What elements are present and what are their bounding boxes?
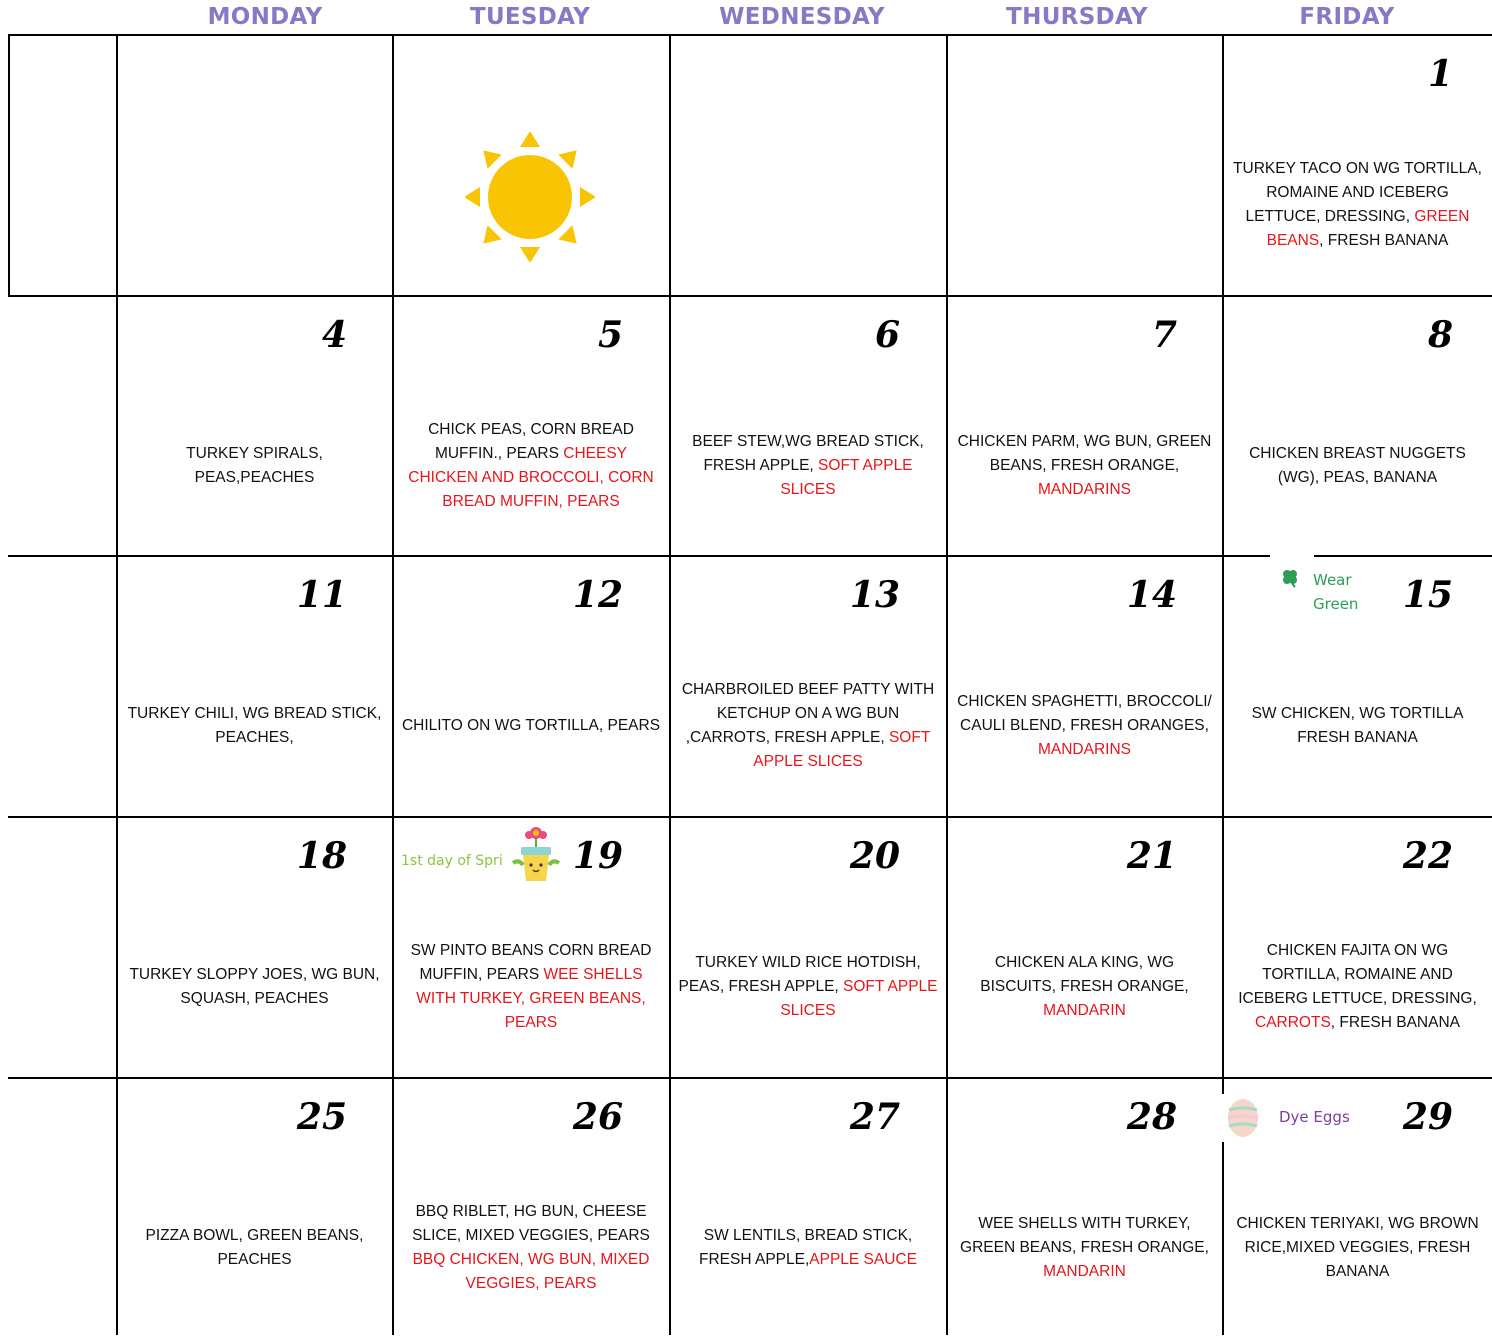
day-number: 4	[321, 314, 347, 356]
calendar-day-cell	[117, 1078, 392, 1338]
main-menu-text: CHILITO ON WG TORTILLA, PEARS	[401, 717, 661, 734]
menu-text	[125, 1224, 384, 1272]
menu-text	[1231, 702, 1484, 750]
calendar-day-cell	[117, 556, 392, 816]
alternate-menu-text: BBQ CHICKEN, WG BUN, MIXED VEGGIES, PEARS	[412, 1251, 650, 1292]
alternate-menu-text: MANDARIN	[1043, 1002, 1126, 1019]
menu-text	[125, 963, 384, 1011]
alternate-menu-text: APPLE SAUCE	[809, 1251, 917, 1268]
calendar-day-cell	[670, 1078, 946, 1338]
calendar-day-cell	[947, 35, 1222, 295]
alternate-menu-text: GREEN BEANS	[1266, 208, 1470, 249]
day-number: 22	[1402, 835, 1453, 877]
day-number: 1	[1427, 53, 1453, 95]
main-menu-text: WEE SHELLS WITH TURKEY, GREEN BEANS, FRESH ORANGE,	[960, 1215, 1209, 1256]
menu-text	[955, 430, 1214, 502]
alternate-menu-text: SOFT APPLE SLICES	[780, 978, 938, 1019]
day-number: 13	[849, 574, 900, 616]
calendar-day-cell	[1223, 817, 1492, 1077]
main-menu-text: , FRESH BANANA	[1319, 232, 1449, 249]
day-number: 29	[1402, 1096, 1453, 1138]
main-menu-text: SW PINTO BEANS CORN BREAD MUFFIN, PEARS	[410, 942, 652, 983]
calendar-day-cell	[1223, 296, 1492, 556]
menu-text	[125, 702, 384, 750]
calendar-day-cell	[670, 556, 946, 816]
menu-text	[401, 714, 661, 738]
day-number: 19	[572, 835, 623, 877]
event-note	[1269, 568, 1359, 616]
event-note-text: Wear Green	[1313, 571, 1359, 613]
calendar-day-cell	[393, 556, 669, 816]
alternate-menu-text: MANDARIN	[1043, 1263, 1126, 1280]
main-menu-text: CHICKEN SPAGHETTI, BROCCOLI/ CAULI BLEND, FRESH ORANGES,	[957, 693, 1212, 734]
menu-text	[678, 430, 938, 502]
day-number: 6	[874, 314, 900, 356]
header-tuesday: TUESDAY	[469, 4, 591, 30]
line-gap	[1270, 553, 1314, 559]
alternate-menu-text: CHEESY CHICKEN AND BROCCOLI, CORN BREAD MUFFIN, PEARS	[408, 445, 654, 510]
day-number: 5	[597, 314, 623, 356]
clover-icon	[1281, 568, 1299, 595]
main-menu-text: SW LENTILS, BREAD STICK, FRESH APPLE,	[699, 1227, 913, 1268]
alternate-menu-text: CARROTS	[1255, 1014, 1331, 1031]
calendar-day-cell	[117, 296, 392, 556]
calendar-day-cell	[393, 817, 669, 1077]
main-menu-text: TURKEY CHILI, WG BREAD STICK, PEACHES,	[127, 705, 382, 746]
day-number: 18	[296, 835, 347, 877]
menu-text	[401, 939, 661, 1035]
menu-text	[1231, 157, 1484, 253]
menu-text	[678, 1224, 938, 1272]
main-menu-text: TURKEY WILD RICE HOTDISH, PEAS, FRESH APPLE,	[678, 954, 921, 995]
calendar-day-cell	[393, 35, 669, 295]
sun-icon	[465, 132, 595, 267]
day-number: 20	[849, 835, 900, 877]
main-menu-text: CHARBROILED BEEF PATTY WITH KETCHUP ON A WG BUN ,CARROTS, FRESH APPLE,	[681, 681, 935, 746]
calendar-day-cell	[1223, 1078, 1492, 1338]
main-menu-text: CHICK PEAS, CORN BREAD MUFFIN., PEARS	[428, 421, 634, 462]
alternate-menu-text: WEE SHELLS WITH TURKEY, GREEN BEANS, PEARS	[416, 966, 646, 1031]
flower-pot-icon	[509, 823, 563, 889]
menu-text	[955, 690, 1214, 762]
calendar-day-cell	[670, 296, 946, 556]
day-number: 8	[1427, 314, 1453, 356]
event-note	[1219, 1094, 1350, 1142]
calendar-day-cell	[1223, 556, 1492, 816]
menu-text	[1231, 442, 1484, 490]
day-number: 26	[572, 1096, 623, 1138]
menu-text	[1231, 1212, 1484, 1284]
calendar-day-cell	[947, 817, 1222, 1077]
calendar-day-cell	[670, 817, 946, 1077]
day-number: 11	[296, 574, 347, 616]
day-number: 28	[1126, 1096, 1177, 1138]
day-number: 14	[1126, 574, 1177, 616]
calendar-day-cell	[117, 35, 392, 295]
main-menu-text: , FRESH BANANA	[1330, 1014, 1460, 1031]
calendar-day-cell	[947, 1078, 1222, 1338]
main-menu-text: TURKEY SPIRALS, PEAS,PEACHES	[186, 445, 323, 486]
main-menu-text: CHICKEN BREAST NUGGETS (WG), PEAS, BANANA	[1249, 445, 1466, 486]
main-menu-text: CHICKEN TERIYAKI, WG BROWN RICE,MIXED VEGGIES, FRESH BANANA	[1236, 1215, 1479, 1280]
main-menu-text: CHICKEN PARM, WG BUN, GREEN BEANS, FRESH ORANGE,	[957, 433, 1212, 474]
menu-text	[678, 678, 938, 774]
menu-text	[678, 951, 938, 1023]
header-wednesday: WEDNESDAY	[719, 4, 885, 30]
alternate-menu-text: MANDARINS	[1037, 481, 1131, 498]
menu-text	[955, 951, 1214, 1023]
header-monday: MONDAY	[207, 4, 323, 30]
event-note-text: Dye Eggs	[1279, 1108, 1350, 1126]
main-menu-text: CHICKEN FAJITA ON WG TORTILLA, ROMAINE AND ICEBERG LETTUCE, DRESSING,	[1238, 942, 1477, 1007]
day-number: 15	[1402, 574, 1453, 616]
day-number: 21	[1126, 835, 1177, 877]
day-number: 7	[1151, 314, 1177, 356]
menu-text	[955, 1212, 1214, 1284]
alternate-menu-text: SOFT APPLE SLICES	[753, 729, 931, 770]
main-menu-text: CHICKEN ALA KING, WG BISCUITS, FRESH ORANGE,	[980, 954, 1189, 995]
day-number: 12	[572, 574, 623, 616]
main-menu-text: TURKEY SLOPPY JOES, WG BUN, SQUASH, PEACHES	[129, 966, 380, 1007]
main-menu-text: PIZZA BOWL, GREEN BEANS, PEACHES	[145, 1227, 364, 1268]
easter-egg-icon	[1225, 1096, 1261, 1144]
grid-line	[8, 34, 10, 296]
calendar-day-cell	[1223, 35, 1492, 295]
day-number: 25	[296, 1096, 347, 1138]
menu-text	[401, 418, 661, 514]
day-number: 27	[849, 1096, 900, 1138]
calendar-day-cell	[947, 296, 1222, 556]
calendar-day-cell	[393, 296, 669, 556]
menu-text	[1231, 939, 1484, 1035]
menu-text	[401, 1200, 661, 1296]
main-menu-text: SW CHICKEN, WG TORTILLA FRESH BANANA	[1251, 705, 1464, 746]
alternate-menu-text: SOFT APPLE SLICES	[780, 457, 913, 498]
alternate-menu-text: MANDARINS	[1037, 741, 1131, 758]
menu-text	[125, 442, 384, 490]
header-friday: FRIDAY	[1299, 4, 1395, 30]
main-menu-text: TURKEY TACO ON WG TORTILLA, ROMAINE AND ICEBERG LETTUCE, DRESSING,	[1233, 160, 1482, 225]
calendar-day-cell	[947, 556, 1222, 816]
calendar-day-cell	[117, 817, 392, 1077]
main-menu-text: BEEF STEW,WG BREAD STICK, FRESH APPLE,	[692, 433, 924, 474]
calendar-day-cell	[670, 35, 946, 295]
calendar-day-cell	[393, 1078, 669, 1338]
event-note-text: 1st day of Spri	[401, 853, 503, 869]
main-menu-text: BBQ RIBLET, HG BUN, CHEESE SLICE, MIXED VEGGIES, PEARS	[412, 1203, 650, 1244]
header-thursday: THURSDAY	[1006, 4, 1148, 30]
